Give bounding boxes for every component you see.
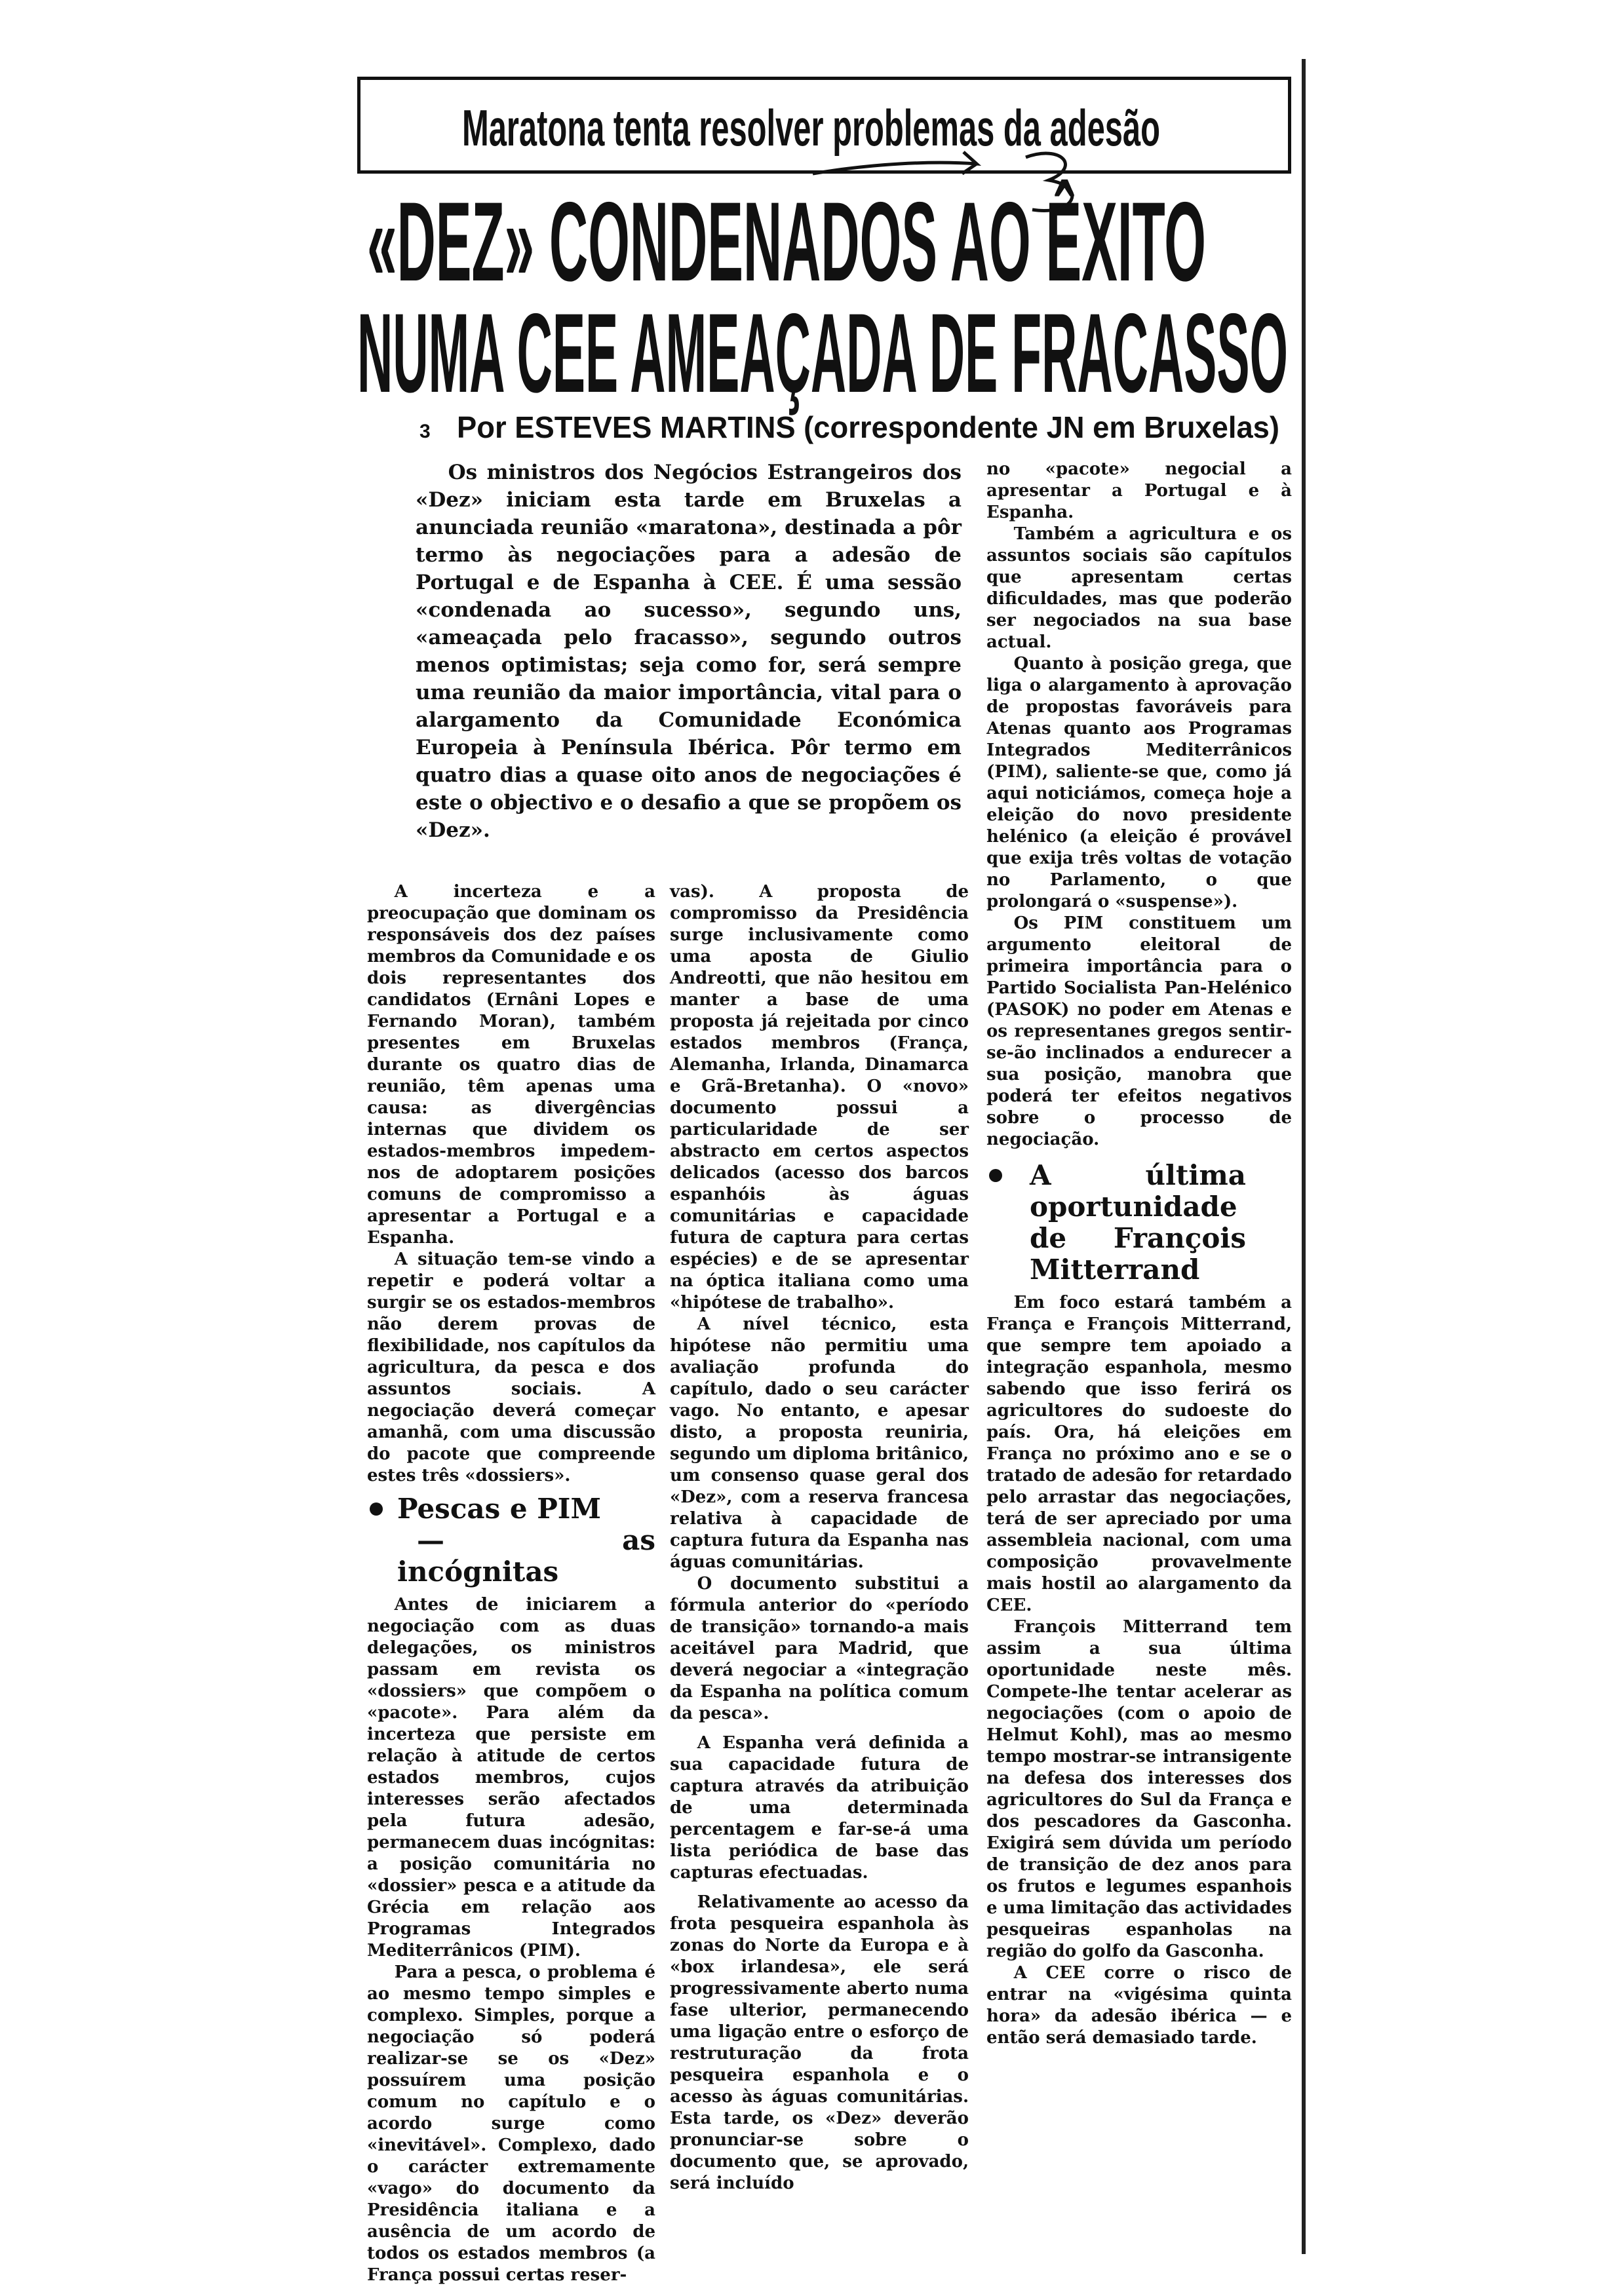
bullet-icon [370, 1502, 383, 1516]
lead-paragraph [416, 459, 962, 844]
paragraph: A CEE corre o risco de entrar na «vigésima quinta hora» da adesão ibérica — e então será demasiado tarde. [986, 1963, 1292, 2048]
headline-line-2: NUMA CEE AMEAÇADA DE FRACASSO [357, 290, 1288, 416]
subhead-line: — as incógnitas [397, 1524, 655, 1588]
paragraph: A incerteza e a preocupação que dominam os responsáveis dos dez países membros da Comunidade e os dois representantes dos candidatos (Ernâni Lopes e Fernando Moran), também presentes em Bruxelas durante os quatro dias de reunião, têm apenas uma causa: as divergências internas que dividem os estados-membros impedem-nos de adoptarem posições comuns de compromisso a apresentar a Portugal e a Espanha. [367, 882, 655, 1248]
subhead-mitterrand [986, 1160, 1292, 1286]
paragraph: A nível técnico, esta hipótese não permitiu uma avaliação profunda do capítulo, dado o seu carácter vago. No entanto, e apesar disto, a proposta reuniria, segundo um diploma britânico, um consenso quase geral dos «Dez», com a reserva francesa relativa à capacidade de captura futura da Espanha nas águas comunitárias. [670, 1314, 969, 1572]
paragraph: vas). A proposta de compromisso da Presidência surge inclusivamente como uma aposta de Giulio Andreotti, que não hesitou em manter a base de uma proposta já rejeitada por cinco estados membros (França, Alemanha, Irlanda, Dinamarca e Grã-Bretanha). O «novo» documento possui a particularidade de ser abstracto em certos aspectos delicados (acesso dos barcos espanhóis às águas comunitárias e capacidade futura de captura para certas espécies) e de se apresentar na óptica italiana como uma «hipótese de trabalho». [670, 882, 969, 1312]
column-1 [367, 881, 655, 2286]
paragraph: Os PIM constituem um argumento eleitoral de primeira importância para o Partido Socialista Pan-Helénico (PASOK) no poder em Atenas e os representanes gregos sentir-se-ão inclinados a endurecer a sua posição, manobra que poderá ter efeitos negativos sobre o processo de negociação. [986, 913, 1292, 1149]
subhead-text: A última oportunidade de François Mitterrand [1030, 1159, 1246, 1286]
paragraph: O documento substitui a fórmula anterior do «período de transição» tornando-a mais aceitável para Madrid, que deverá negociar a «integração da Espanha na política comum da pesca». [670, 1574, 969, 1723]
paragraph: Para a pesca, o problema é ao mesmo tempo simples e complexo. Simples, porque a negociação só poderá realizar-se se os «Dez» possuírem uma posição comum no capítulo e o acordo surge como «inevitável». Complexo, dado o carácter extremamente «vago» do documento da Presidência italiana e a ausência de um acordo de todos os estados membros (a França possui certas reser- [367, 1962, 655, 2285]
paragraph: Antes de iniciarem a negociação com as duas delegações, os ministros passam em revista os «dossiers» que compõem o «pacote». Para além da incerteza que persiste em relação à atitude de certos estados membros, cujos interesses serão afectados pela futura adesão, permanecem duas incógnitas: a posição comunitária no «dossier» pesca e a atitude da Grécia em relação aos Programas Integrados Mediterrânicos (PIM). [367, 1595, 655, 1961]
paragraph: Relativamente ao acesso da frota pesqueira espanhola às zonas do Norte da Europa e à «box irlandesa», ele será progressivamente aberto numa fase ulterior, permanecendo uma ligação entre o esforço de restruturação da frota pesqueira espanhola e o acesso às águas comunitárias. Esta tarde, os «Dez» deverão pronunciar-se sobre o documento que, se aprovado, será incluído [670, 1892, 969, 2193]
paragraph: Quanto à posição grega, que liga o alargamento à aprovação de propostas favoráveis para Atenas quanto aos Programas Integrados Mediterrânicos (PIM), saliente-se que, como já aqui noticiámos, começa hoje a eleição do novo presidente helénico (a eleição é provável que exija três voltas de votação no Parlamento, o que prolongará o «suspense»). [986, 654, 1292, 911]
paragraph: Também a agricultura e os assuntos sociais são capítulos que apresentam certas dificuldades, mas que poderão ser negociados na sua base actual. [986, 524, 1292, 652]
lead-text: Os ministros dos Negócios Estrangeiros dos «Dez» iniciam esta tarde em Bruxelas a anunciada reunião «maratona», destinada a pôr termo às negociações para a adesão de Portugal e de Espanha à CEE. É uma sessão «condenada ao sucesso», segundo uns, «ameaçada pelo fracasso», segundo outros menos optimistas; seja como for, será sempre uma reunião da maior importância, vital para o alargamento da Comunidade Económica Europeia à Península Ibérica. Pôr termo em quatro dias a quase oito anos de negociações é este o objectivo e o desafio a que se propõem os «Dez». [416, 461, 962, 842]
paragraph: A Espanha verá definida a sua capacidade futura de captura através da atribuição de uma determinada percentagem e far-se-á uma lista periódica de base das capturas efectuadas. [670, 1733, 969, 1883]
headline-area [0, 0, 1615, 452]
byline: Por ESTEVES MARTINS (correspondente JN em Bruxelas) [457, 410, 1279, 444]
paragraph: Em foco estará também a França e François Mitterrand, que sempre tem apoiado a integração espanhola, mesmo sabendo que isso ferirá os agricultores do sudoeste do país. Ora, há eleições em França no próximo ano e se o tratado de adesão for retardado pelo arrastar das negociações, terá de ser apreciado por uma assembleia nacional, com uma composição provavelmente mais hostil ao alargamento da CEE. [986, 1293, 1292, 1615]
subhead-line: Pescas e PIM [397, 1493, 601, 1525]
headline-line-1: «DEZ» CONDENADOS AO ÊXITO [367, 179, 1206, 305]
bullet-icon [989, 1169, 1002, 1182]
subhead-pescas [367, 1493, 655, 1588]
handwritten-number: 3 [419, 421, 431, 442]
kicker: Maratona tenta resolver problemas da adesão [462, 99, 1160, 157]
column-3 [986, 459, 1292, 2049]
column-2 [670, 881, 969, 2194]
paragraph: no «pacote» negocial a apresentar a Portugal e à Espanha. [986, 459, 1292, 522]
paragraph: A situação tem-se vindo a repetir e poderá voltar a surgir se os estados-membros não derem provas de flexibilidade, nos capítulos da agricultura, da pesca e dos assuntos sociais. A negociação deverá começar amanhã, com uma discussão do pacote que compreende estes três «dossiers». [367, 1250, 655, 1485]
paragraph: François Mitterrand tem assim a sua última oportunidade neste mês. Compete-lhe tentar acelerar as negociações (com o apoio de Helmut Kohl), mas ao mesmo tempo mostrar-se intransigente na defesa dos interesses dos agricultores do Sul da França e dos pescadores da Gasconha. Exigirá sem dúvida um período de transição de dez anos para os frutos e legumes espanhois e uma limitação das actividades pesqueiras espanholas na região do golfo da Gasconha. [986, 1617, 1292, 1961]
